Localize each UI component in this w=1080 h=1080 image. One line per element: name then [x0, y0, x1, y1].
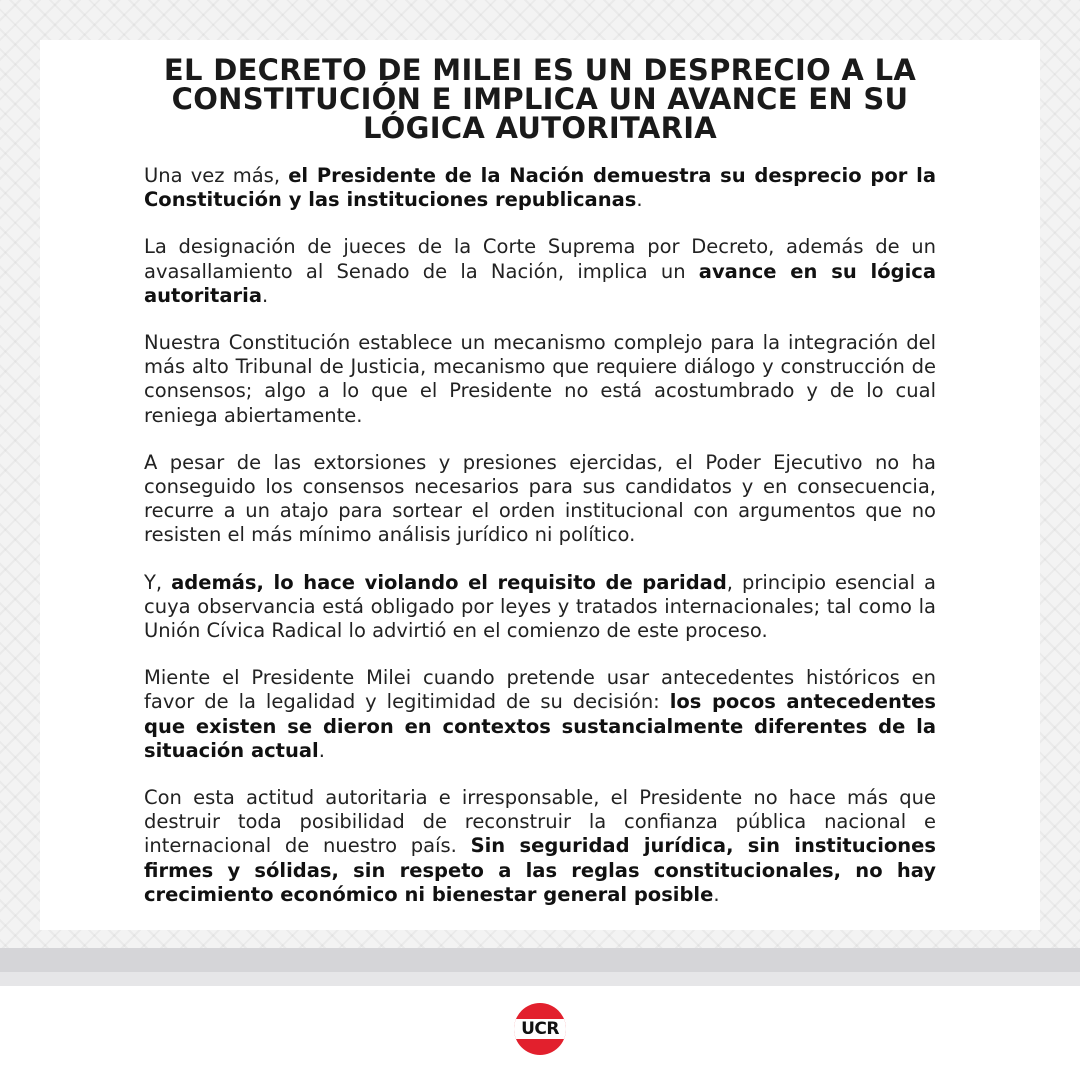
text-run: . [636, 188, 643, 212]
paragraph-5 [144, 571, 936, 644]
text-run: Miente el Presidente Milei cuando pretende usar antecedentes históricos en favor de la legalidad y legitimidad de su decisión: [144, 666, 936, 714]
text-run: . [262, 283, 269, 307]
document-title: EL DECRETO DE MILEI ES UN DESPRECIO A LA CONSTITUCIÓN E IMPLICA UN AVANCE EN SU LÓGICA AUTORITARIA [163, 53, 917, 145]
paragraph-6 [144, 666, 936, 763]
document-body [144, 164, 936, 930]
bold-text: Sin seguridad jurídica, sin instituciones firmes y sólidas, sin respeto a las reglas constitucionales, no hay crecimiento económico ni bienestar general posible [144, 834, 936, 906]
text-run: . [713, 882, 720, 906]
paragraph-7 [144, 786, 936, 907]
bold-text: los pocos antecedentes que existen se dieron en contextos sustancialmente diferentes de la situación actual [144, 690, 937, 762]
bold-text: avance en su lógica autoritaria [144, 259, 936, 307]
bold-text: además, lo hace violando el requisito de paridad [171, 570, 727, 594]
paragraph-2 [144, 235, 936, 308]
text-run: Nuestra Constitución establece un mecanismo complejo para la integración del más alto Tribunal de Justicia, mecanismo que requiere diálogo y construcción de consensos; algo a lo que el Presidente no está acostumbrado y de lo cual reniega abiertamente. [144, 331, 936, 427]
text-run: Una vez más, [144, 164, 289, 187]
text-run: , principio esencial a cuya observancia está obligado por leyes y tratados internacionales; tal como la Unión Cívica Radical lo advirtió en el comienzo de este proceso. [144, 570, 936, 643]
ucr-logo [514, 1003, 566, 1055]
bold-text: el Presidente de la Nación demuestra su desprecio por la Constitución y las instituciones republicanas [144, 164, 936, 212]
text-run: . [318, 738, 325, 762]
text-run: La designación de jueces de la Corte Suprema por Decreto, además de un avasallamiento al Senado de la Nación, implica un [144, 235, 936, 283]
text-run: A pesar de las extorsiones y presiones ejercidas, el Poder Ejecutivo no ha conseguido los consensos necesarios para sus candidatos y en consecuencia, recurre a un atajo para sortear el orden institucional con argumentos que no resisten el más mínimo análisis jurídico ni político. [144, 450, 936, 547]
document-page [40, 40, 1040, 930]
paragraph-1 [144, 164, 936, 212]
footer-band-stripe [0, 972, 1080, 986]
text-run: Y, [144, 570, 172, 594]
paragraph-3 [144, 331, 936, 428]
logo-text: UCR [521, 1019, 559, 1039]
paragraph-4 [144, 451, 936, 548]
text-run: Con esta actitud autoritaria e irresponsable, el Presidente no hace más que destruir toda posibilidad de reconstruir la confianza pública nacional e internacional de nuestro país. [144, 786, 936, 858]
